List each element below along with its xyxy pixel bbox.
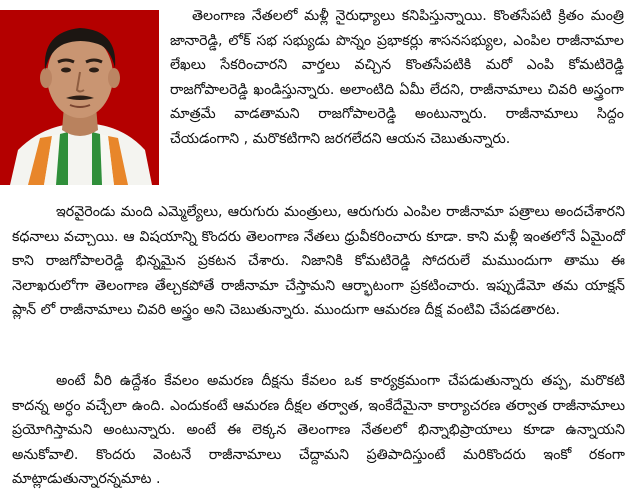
article-paragraph: ఇరవైరెండు మంది ఎమ్మెల్యేలు, ఆరుగురు మంత్రులు, ఆరుగురు ఎంపిల రాజీనామా పత్రాలు అందచేశారని కధనాలు వచ్చాయి. ఆ విషయాన్ని కొందరు తెలంగాణ నేతలు ధ్రువీకరించారు కూడా. కాని మళ్లీ ఇంతలోనే ఏమైందో కాని రాజగోపాలరెడ్డి భిన్నమైన ప్రకటన చేశారు. నిజానికి కోమటిరెడ్డి సోదరులే మముందుగా తాము ఈ నెలాఖరులోగా తెలంగాణ తేల్చకపోతే రాజీనామా చేస్తామని ఆర్భాటంగా ప్రకటించారు. ఇప్పుడేమో తమ యాక్షన్ ప్లాన్ లో రాజీనామాలు చివరి అస్త్రం అని చెబుతున్నారు. ముందుగా ఆమరణ దీక్ష వంటివి చేపడతారట. xyxy=(12,204,625,319)
article-paragraph: తెలంగాణ నేతలలో మళ్లీ నైరుధ్యాలు కనిపిస్తున్నాయి. కొంతసేపటి క్రితం మంత్రి జానారెడ్డి, లోక్ సభ సభ్యుడు పొన్నం ప్రభాకర్లు శాసనసభ్యుల, ఎంపిల రాజీనామాల లేఖలు సేకరించారని వార్తలు వచ్చిన కొంతసేపటికి మరో ఎంపి కోమటిరెడ్డి రాజగోపాలరెడ్డి ఖండిస్తున్నారు. అలాంటిది ఏమీ లేదని, రాజీనామాలు చివరి అస్త్రంగా మాత్రమే వాడతామని రాజగోపాలరెడ్డి అంటున్నారు. రాజీనామాలు సిద్దం చేయడంగాని , మరొకటిగాని జరగలేదని ఆయన చెబుతున్నారు. xyxy=(170,8,624,147)
article-paragraph: అంటే వీరి ఉద్దేశం కేవలం అమరణ దీక్షను కేవలం ఒక కార్యక్రమంగా చేపడుతున్నారు తప్ప, మరొకటి కాదన్న అర్ధం వచ్చేలా ఉంది. ఎందుకంటే ఆమరణ దీక్షల తర్వాత, ఇంకేదేమైనా కార్యాచరణ తర్వాత రాజీనామాలు ప్రయోగిస్తామని అంటున్నారు. అంటే ఈ లెక్కన తెలంగాణ నేతలలో భిన్నాభిప్రాయాలు కూడా ఉన్నాయని అనుకోవాలి. కొందరు వెంటనే రాజీనామాలు చేద్దామని ప్రతిపాదిస్తుంటే మరికొందరు ఇంకో రకంగా మాట్లాడుతున్నారన్నమాట . xyxy=(12,373,625,488)
politician-photo xyxy=(0,10,159,185)
